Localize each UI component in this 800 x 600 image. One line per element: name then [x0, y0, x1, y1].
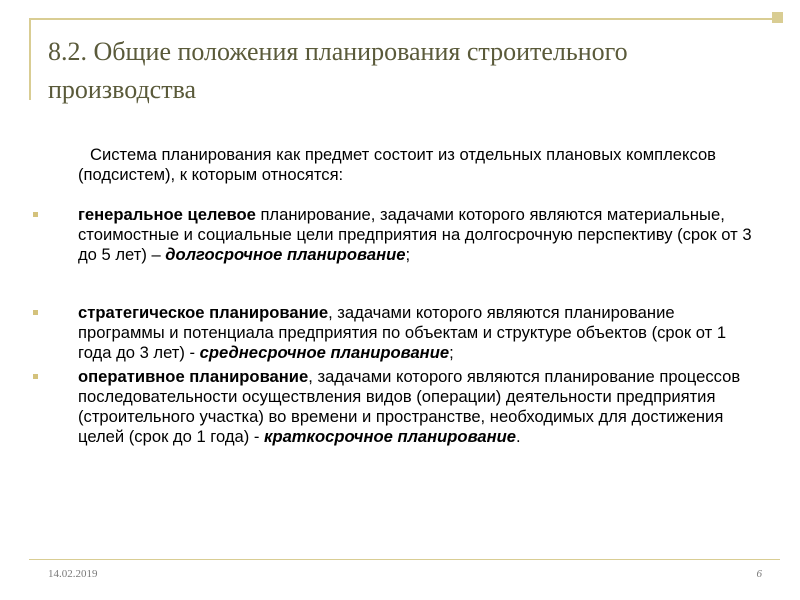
top-divider: [29, 18, 783, 20]
item-emphasis: долгосрочное планирование: [165, 245, 406, 264]
list-item: [78, 303, 758, 363]
item-term: оперативное планирование: [78, 367, 309, 386]
item-tail: ;: [449, 343, 454, 362]
item-term: генеральное целевое: [78, 205, 256, 224]
item-text: , задачами которого являются планирование процессов последовательности осуществления видов (операции) деятельности предприятия (строительного участка) во времени и пространстве, необходимых для достижения целей (срок до 1 года) -: [78, 367, 741, 446]
item-emphasis: краткосрочное планирование: [264, 427, 516, 446]
page-number: 6: [756, 568, 762, 580]
footer-date: 14.02.2019: [48, 568, 98, 580]
square-bullet-icon: [33, 212, 38, 217]
item-text: , задачами которого являются планирование программы и потенциала предприятия по объектам и структуре объектов (срок от 1 года до 3 лет) -: [78, 303, 727, 362]
slide-title: 8.2. Общие положения планирования строительного производства: [48, 37, 628, 104]
item-emphasis: среднесрочное планирование: [199, 343, 450, 362]
item-tail: .: [516, 427, 521, 446]
square-bullet-icon: [33, 374, 38, 379]
item-term: стратегическое планирование: [78, 303, 329, 322]
list-item: [78, 367, 758, 447]
item-text: планирование, задачами которого являются материальные, стоимостные и социальные цели предприятия на долгосрочную перспективу (срок от 3 до 5 лет) –: [78, 205, 752, 264]
corner-square-decoration: [772, 12, 783, 23]
left-divider: [29, 18, 31, 100]
intro-paragraph: Система планирования как предмет состоит из отдельных плановых комплексов (подсистем), к которым относятся:: [78, 145, 717, 184]
footer-divider: [29, 559, 780, 560]
item-tail: ;: [405, 245, 411, 264]
square-bullet-icon: [33, 310, 38, 315]
slide-content: [78, 145, 758, 447]
list-item: [78, 205, 758, 265]
